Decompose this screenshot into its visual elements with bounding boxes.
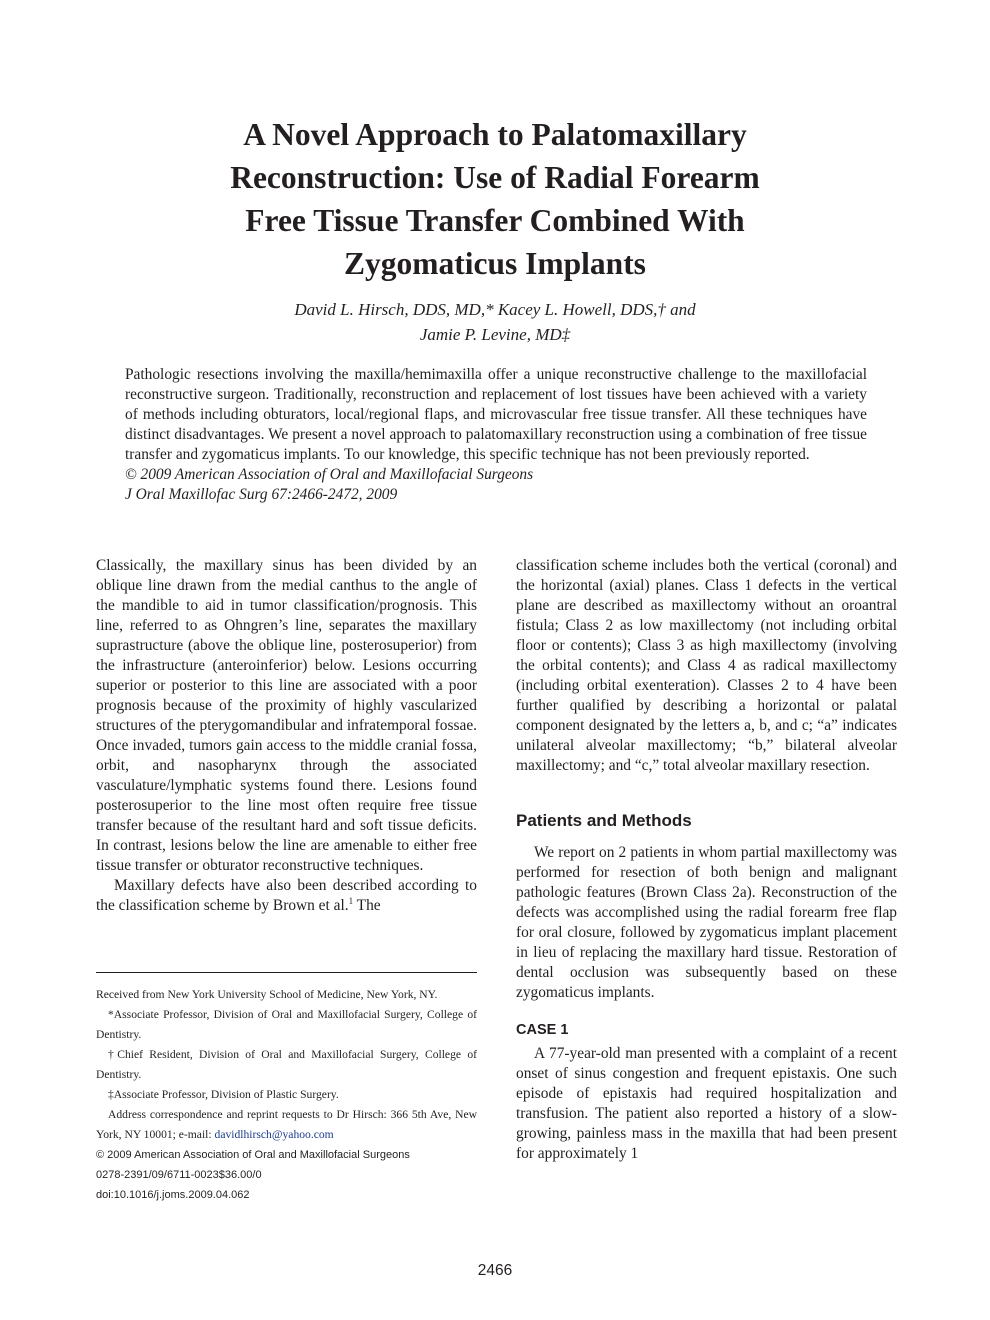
- doi-link[interactable]: doi:10.1016/j.joms.2009.04.062: [96, 1189, 250, 1201]
- address-text: Address correspondence and reprint requests to Dr Hirsch: 366 5th Ave, New York, NY 10001; e-mail:: [96, 1108, 477, 1141]
- page-number: 2466: [477, 1262, 513, 1279]
- case-paragraph: A 77-year-old man presented with a complaint of a recent onset of sinus congestion and frequent epistaxis. One such episode of epistaxis had required hospitalization and transfusion. The patient also reported a history of a slow-growing, painless mass in the maxilla that had been present for approximately 1: [516, 1045, 897, 1162]
- article-title: [100, 113, 890, 285]
- paragraph-text: The: [353, 897, 381, 914]
- right-column: [516, 556, 897, 1164]
- author-affiliation: †Chief Resident, Division of Oral and Maxillofacial Surgery, College of Dentistry.: [96, 1048, 477, 1081]
- section-heading: Patients and Methods: [516, 811, 692, 830]
- abstract-text: Pathologic resections involving the maxilla/hemimaxilla offer a unique reconstructive challenge to the maxillofacial reconstructive surgeon. Traditionally, reconstruction and replacement of lost tissues have been achieved with a variety of methods including obturators, local/regional flaps, and microvascular free tissue transfer. All these techniques have distinct disadvantages. We present a novel approach to palatomaxillary reconstruction using a combination of free tissue transfer and zygomaticus implants. To our knowledge, this specific technique has not been previously reported.: [125, 366, 867, 463]
- footnote-divider: [96, 972, 477, 973]
- methods-paragraph: We report on 2 patients in whom partial maxillectomy was performed for resection of both benign and malignant pathologic features (Brown Class 2a). Reconstruction of the defects was accomplished using the radial forearm free flap for oral closure, followed by zygomaticus implant placement in lieu of replacing the maxillary hard tissue. Restoration of dental occlusion was subsequently based on these zygomaticus implants.: [516, 844, 897, 1001]
- issn-code: 0278-2391/09/6711-0023$36.00/0: [96, 1169, 262, 1181]
- title-line: Reconstruction: Use of Radial Forearm: [230, 160, 760, 195]
- title-line: Zygomaticus Implants: [344, 246, 646, 281]
- abstract: [125, 365, 867, 505]
- footnote-copyright: © 2009 American Association of Oral and Maxillofacial Surgeons: [96, 1149, 410, 1161]
- case-heading: CASE 1: [516, 1022, 569, 1038]
- author-line: David L. Hirsch, DDS, MD,* Kacey L. Howell, DDS,† and: [294, 300, 696, 319]
- journal-citation: J Oral Maxillofac Surg 67:2466-2472, 2009: [125, 486, 398, 503]
- left-column: [96, 556, 477, 916]
- classification-paragraph: [96, 876, 477, 916]
- author-affiliation: *Associate Professor, Division of Oral and Maxillofacial Surgery, College of Dentistry.: [96, 1008, 477, 1041]
- intro-paragraph: Classically, the maxillary sinus has been divided by an oblique line drawn from the medial canthus to the angle of the mandible to aid in tumor classification/prognosis. This line, referred to as Ohngren’s line, separates the maxillary suprastructure (above the oblique line, posterosuperior) from the infrastructure (anteroinferior) below. Lesions occurring superior or posterior to this line are associated with a poor prognosis because of the proximity of highly vascularized structures of the pterygomandibular and infratemporal fossae. Once invaded, tumors gain access to the middle cranial fossa, orbit, and nasopharynx through the associated vasculature/lymphatic systems found there. Lesions found posterosuperior to the line most often require free tissue transfer because of the resultant hard and soft tissue deficits. In contrast, lesions below the line are amenable to either free tissue transfer or obturator reconstructive techniques.: [96, 557, 477, 874]
- footnotes: [96, 985, 477, 1205]
- title-line: Free Tissue Transfer Combined With: [245, 203, 745, 238]
- received-note: Received from New York University School of Medicine, New York, NY.: [96, 988, 438, 1001]
- title-line: A Novel Approach to Palatomaxillary: [243, 117, 747, 152]
- continued-paragraph: classification scheme includes both the vertical (coronal) and the horizontal (axial) planes. Class 1 defects in the vertical plane are described as maxillectomy without an oroantral fistula; Class 2 as low maxillectomy (not including orbital floor or contents); Class 3 as high maxillectomy (involving the orbital contents); and Class 4 as radical maxillectomy (including orbital exenteration). Classes 2 to 4 have been further qualified by describing a horizontal or palatal component designated by the letters a, b, and c; “a” indicates unilateral alveolar maxillectomy; “b,” bilateral alveolar maxillectomy; and “c,” total alveolar maxillary resection.: [516, 557, 897, 774]
- reference-link[interactable]: 1: [348, 896, 354, 906]
- correspondence-address: [96, 1105, 477, 1145]
- paragraph-text: Maxillary defects have also been described according to the classification scheme by Brown et al.: [96, 877, 477, 914]
- author-affiliation: ‡Associate Professor, Division of Plastic Surgery.: [108, 1088, 339, 1101]
- email-link[interactable]: davidlhirsch@yahoo.com: [214, 1128, 334, 1141]
- abstract-copyright: © 2009 American Association of Oral and Maxillofacial Surgeons: [125, 466, 534, 483]
- author-list: [100, 297, 890, 347]
- author-line: Jamie P. Levine, MD‡: [419, 325, 571, 344]
